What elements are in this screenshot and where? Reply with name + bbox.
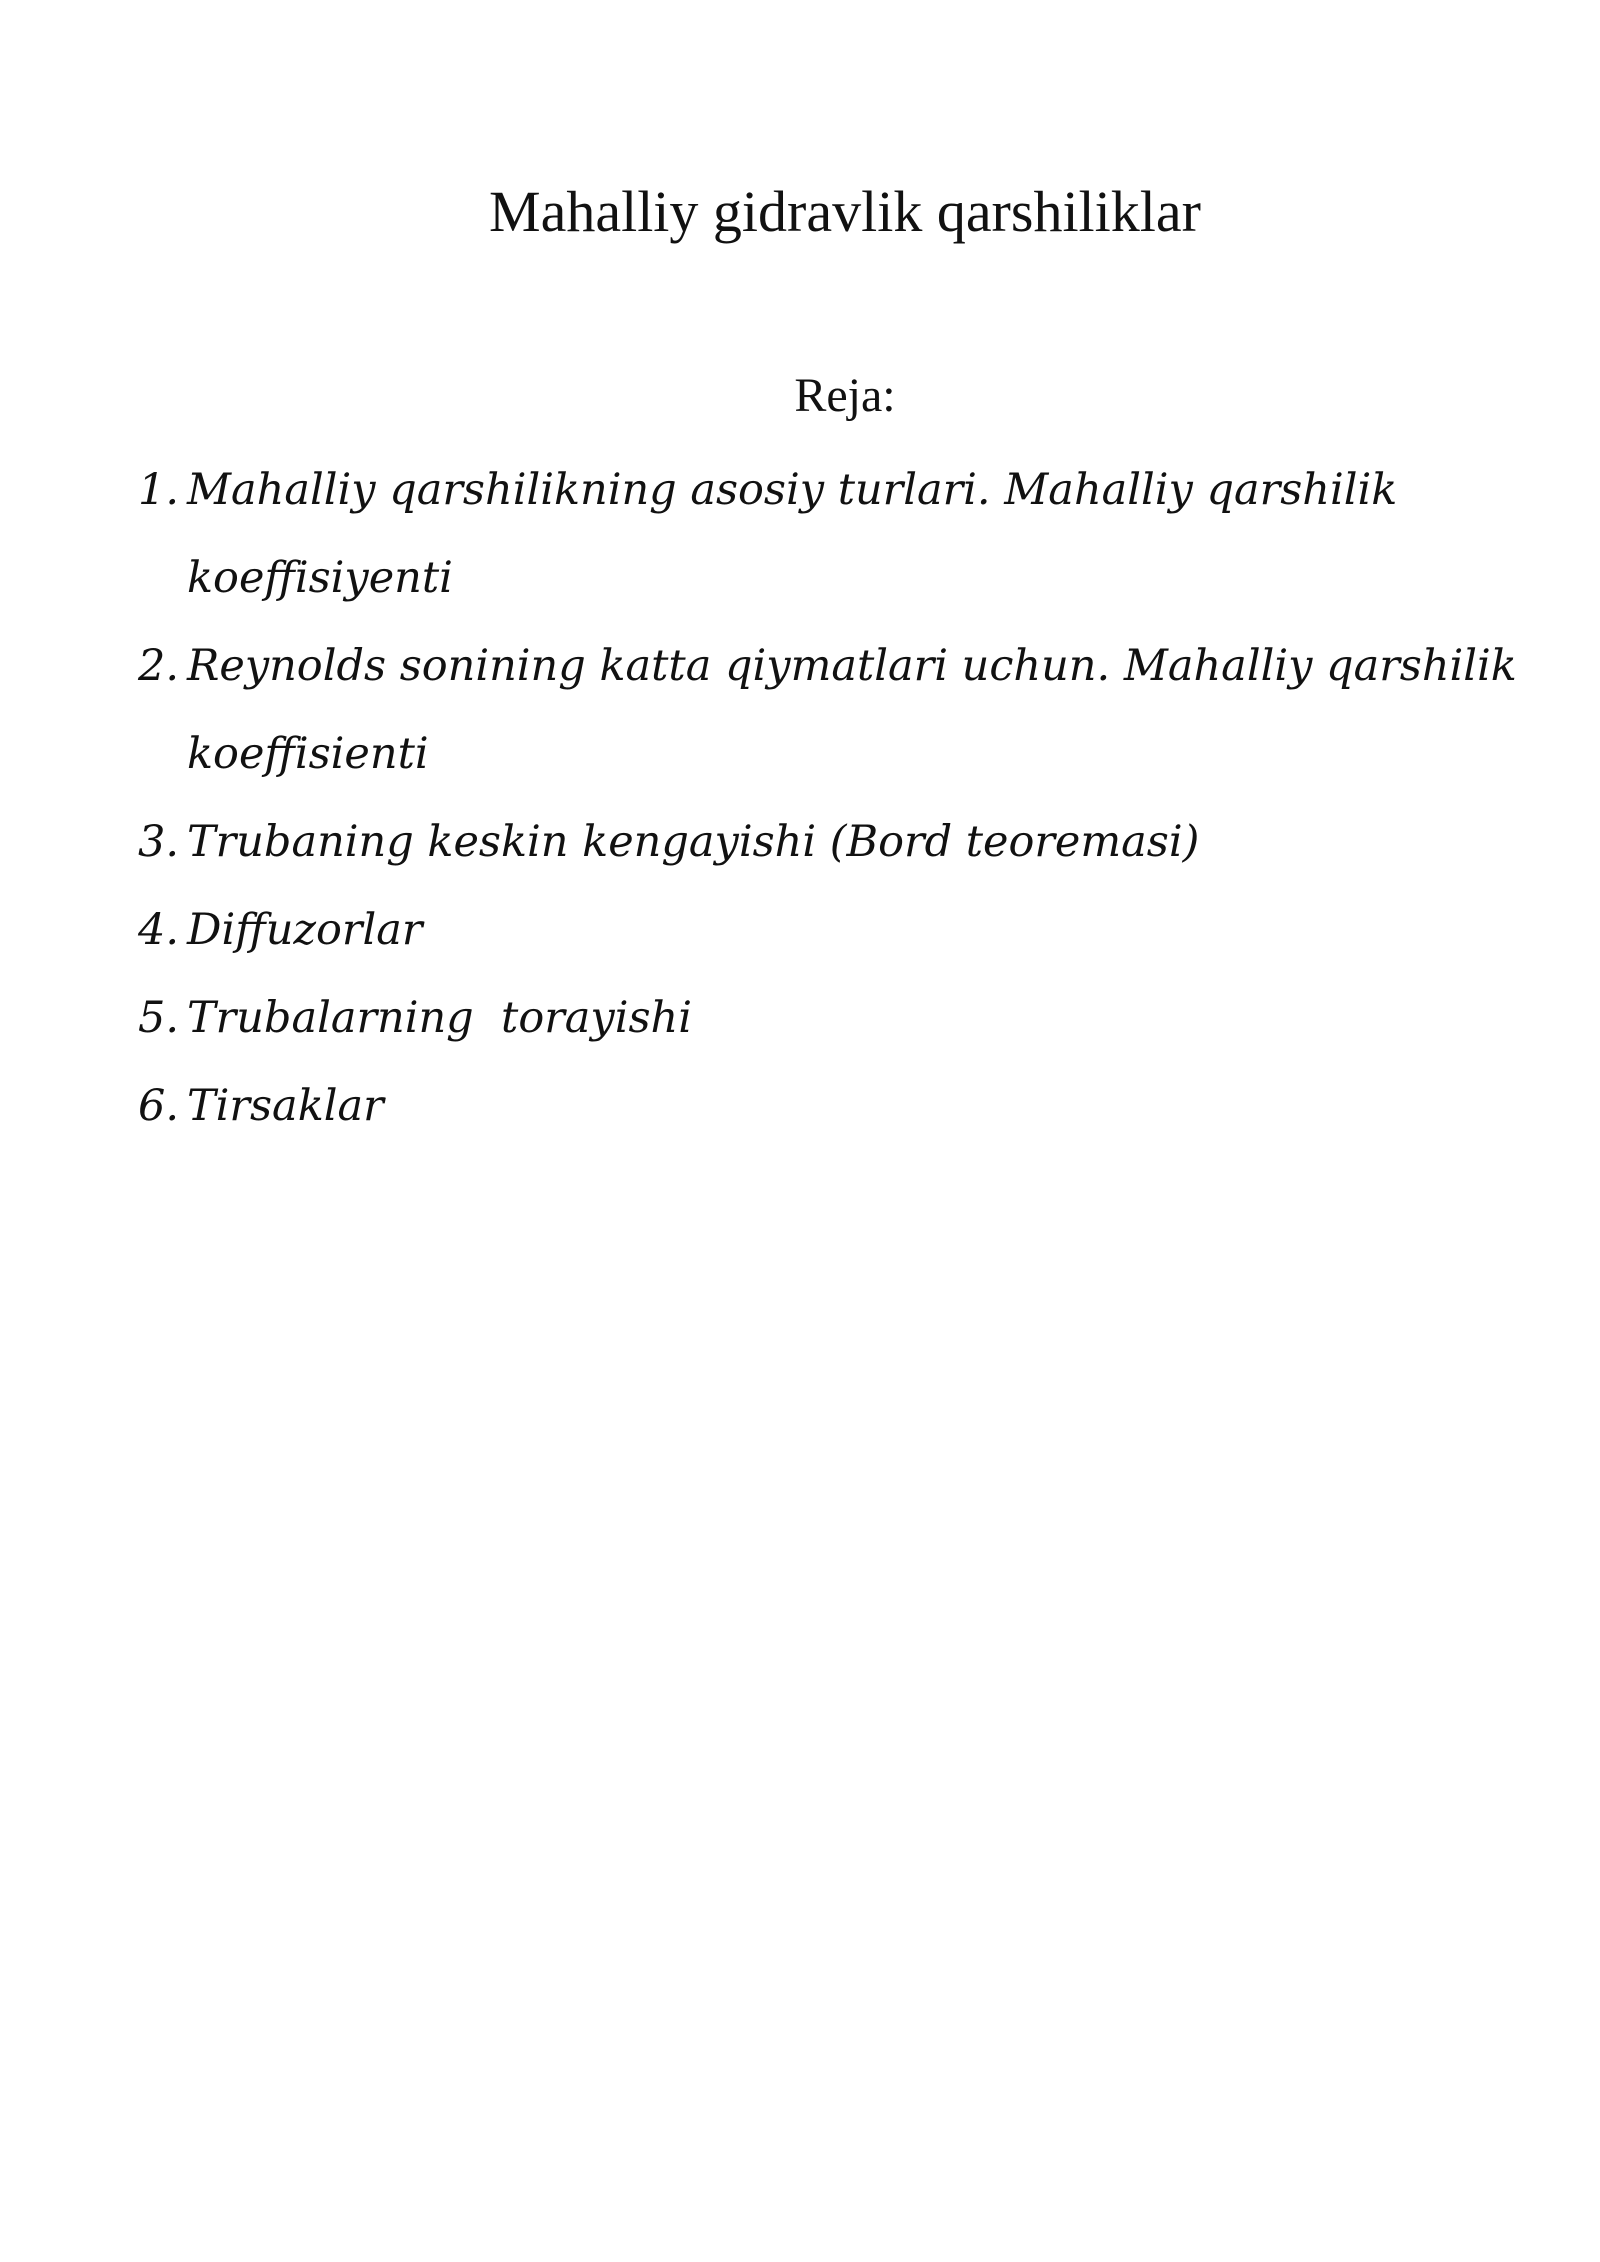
plan-item-number: 4. <box>138 905 180 955</box>
plan-item-text: Tirsaklar <box>187 1081 384 1131</box>
plan-item-text: Trubaning keskin kengayishi (Bord teoremasi) <box>187 817 1200 867</box>
plan-item-text: Mahalliy qarshilikning asosiy turlari. Mahalliy qarshilik koeffisiyenti <box>187 465 1411 603</box>
plan-item-2 <box>138 622 1531 798</box>
plan-item-number: 2. <box>138 641 180 691</box>
plan-item-5 <box>138 974 1578 1062</box>
plan-item-number: 1. <box>138 465 180 515</box>
plan-item-number: 6. <box>138 1081 180 1131</box>
plan-item-1 <box>138 446 1578 622</box>
plan-item-3 <box>138 798 1578 886</box>
plan-list <box>138 446 1578 1150</box>
plan-item-number: 5. <box>138 993 180 1043</box>
plan-item-text: Diffuzorlar <box>187 905 423 955</box>
plan-item-text: Trubalarning torayishi <box>187 993 692 1043</box>
document-title: Mahalliy gidravlik qarshiliklar <box>489 179 1201 244</box>
plan-item-number: 3. <box>138 817 180 867</box>
plan-item-6 <box>138 1062 1578 1150</box>
plan-item-4 <box>138 886 1578 974</box>
plan-item-text: Reynolds sonining katta qiymatlari uchun. Mahalliy qarshilik koeffisienti <box>187 641 1531 779</box>
plan-heading: Reja: <box>794 369 896 422</box>
